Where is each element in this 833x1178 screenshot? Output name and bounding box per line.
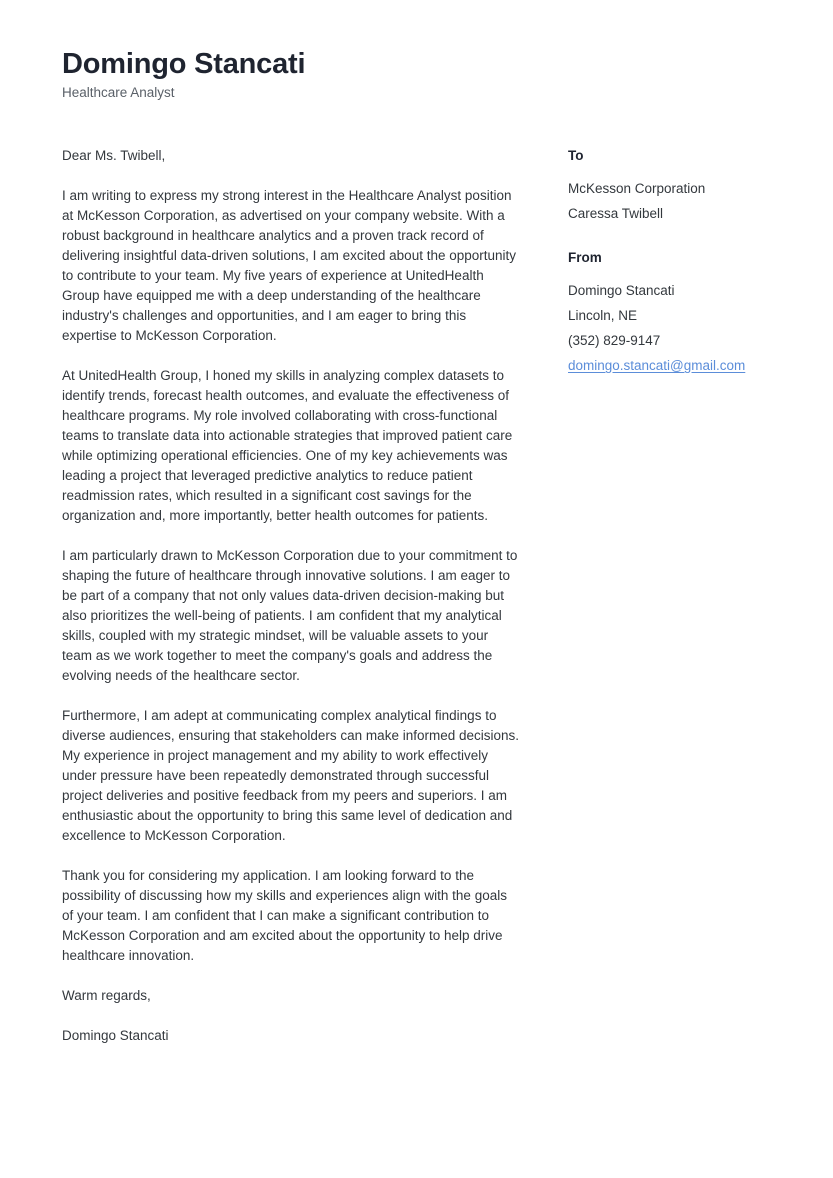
letter-body [62, 146, 520, 1046]
letter-header [62, 48, 662, 102]
letter-paragraph: Thank you for considering my application. I am looking forward to the possibility of discussing how my skills and experiences align with the goals of your team. I am confident that I can make a significant contribution to McKesson Corporation and am excited about the opportunity to help drive healthcare innovation. [62, 868, 507, 963]
sender-email-link[interactable]: domingo.stancati@gmail.com [568, 358, 746, 373]
sender-phone: (352) 829-9147 [568, 333, 661, 348]
to-heading: To [568, 148, 584, 163]
recipient-company: McKesson Corporation [568, 181, 706, 196]
applicant-name: Domingo Stancati [62, 48, 306, 80]
sender-name: Domingo Stancati [568, 283, 675, 298]
recipient-name: Caressa Twibell [568, 206, 664, 221]
applicant-job-title: Healthcare Analyst [62, 85, 175, 101]
contact-column [568, 146, 783, 378]
letter-paragraph: Furthermore, I am adept at communicating complex analytical findings to diverse audiences, ensuring that stakeholders can make informed decisions. My experience in project management and my ability to work effectively under pressure have been repeatedly demonstrated through successful project deliveries and positive feedback from my peers and superiors. I am enthusiastic about the opportunity to bring this same level of dedication and excellence to McKesson Corporation. [62, 708, 520, 843]
letter-salutation: Dear Ms. Twibell, [62, 148, 166, 163]
from-heading: From [568, 250, 602, 265]
letter-paragraph: I am particularly drawn to McKesson Corporation due to your commitment to shaping the future of healthcare through innovative solutions. I am eager to be part of a company that not only values data-driven decision-making but also prioritizes the well-being of patients. I am confident that my analytical skills, coupled with my strategic mindset, will be valuable assets to your team as we work together to meet the company's goals and address the evolving needs of the healthcare sector. [62, 548, 518, 683]
letter-closing: Warm regards, [62, 988, 151, 1003]
sender-block [568, 248, 783, 378]
letter-paragraph: I am writing to express my strong interest in the Healthcare Analyst position at McKesson Corporation, as advertised on your company website. With a robust background in healthcare analytics and a proven track record of delivering insightful data-driven solutions, I am excited about the opportunity to contribute to your team. My five years of experience at UnitedHealth Group have equipped me with a deep understanding of the healthcare industry's challenges and opportunities, and I am eager to bring this expertise to McKesson Corporation. [62, 188, 517, 343]
letter-signature: Domingo Stancati [62, 1028, 169, 1043]
letter-paragraph: At UnitedHealth Group, I honed my skills in analyzing complex datasets to identify trends, forecast health outcomes, and evaluate the effectiveness of healthcare programs. My role involved collaborating with cross-functional teams to translate data into actionable strategies that improved patient care while optimizing operational efficiencies. One of my key achievements was leading a project that leveraged predictive analytics to reduce patient readmission rates, which resulted in a significant cost savings for the organization and, more importantly, better health outcomes for patients. [62, 368, 513, 523]
recipient-block [568, 146, 783, 226]
sender-location: Lincoln, NE [568, 308, 638, 323]
